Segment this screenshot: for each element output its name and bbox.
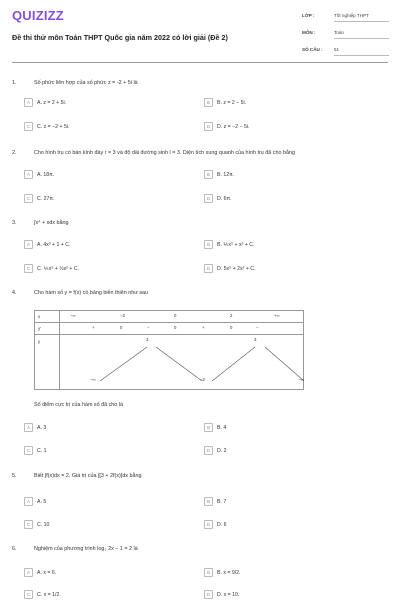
meta-box [302, 13, 389, 64]
vt-y-min: −2 [200, 377, 205, 382]
vt-arrows [62, 337, 312, 389]
option-b[interactable] [204, 423, 226, 432]
option-b[interactable] [204, 240, 254, 249]
vt-sign: 0 [174, 325, 177, 330]
option-text: B. 4 [217, 424, 227, 431]
question-text: Cho hàm số y = f(x) có bảng biến thiên như sau [34, 290, 149, 296]
option-letter: B [204, 423, 213, 432]
option-letter: B [204, 568, 213, 577]
option-c[interactable] [24, 122, 69, 131]
option-d[interactable] [204, 590, 239, 599]
option-text: A. 3 [37, 424, 47, 431]
option-c[interactable] [24, 194, 54, 203]
option-text: D. x = 10. [217, 591, 240, 598]
question-number: 3. [12, 220, 17, 226]
vt-x-pos-inf: +∞ [274, 313, 280, 318]
option-a[interactable] [24, 423, 46, 432]
meta-row-subject [302, 30, 389, 47]
question-text: Nghiệm của phương trình log₃ 2x − 1 = 2 là [34, 546, 138, 552]
question-number: 6. [12, 546, 17, 552]
option-a[interactable] [24, 98, 66, 107]
option-text: A. 5 [37, 498, 47, 505]
header-divider [12, 62, 388, 63]
question-number: 4. [12, 290, 17, 296]
meta-value: Toán [334, 30, 389, 39]
option-d[interactable] [204, 122, 249, 131]
option-letter: A [24, 423, 33, 432]
option-letter: D [204, 446, 213, 455]
option-letter: C [24, 520, 33, 529]
option-text: D. 5x⁵ + 2x² + C. [217, 265, 256, 272]
vt-sign: − [256, 325, 259, 330]
vt-y-max: 3 [254, 337, 257, 342]
option-letter: C [24, 590, 33, 599]
option-text: A. x = 6. [37, 569, 57, 576]
option-letter: D [204, 194, 213, 203]
option-text: C. z = −2 + 5i. [37, 123, 70, 130]
vt-x-label: x [35, 311, 60, 323]
option-letter: B [204, 98, 213, 107]
option-text: B. z = 2 − 5i. [217, 99, 247, 106]
option-b[interactable] [204, 170, 234, 179]
vt-y-max: 3 [146, 337, 149, 342]
option-a[interactable] [24, 568, 56, 577]
question-number: 1. [12, 80, 17, 86]
option-letter: A [24, 170, 33, 179]
vt-x-0: 0 [174, 313, 177, 318]
option-letter: B [204, 497, 213, 506]
vt-x-values [60, 311, 304, 323]
option-c[interactable] [24, 446, 47, 455]
option-text: A. z = 2 + 5i. [37, 99, 67, 106]
option-letter: C [24, 264, 33, 273]
vt-sign: + [92, 325, 95, 330]
option-text: A. 18π. [37, 171, 55, 178]
option-letter: D [204, 122, 213, 131]
vt-y-min: −∞ [298, 377, 304, 382]
option-letter: B [204, 240, 213, 249]
option-b[interactable] [204, 568, 241, 577]
meta-label: LỚP : [302, 13, 315, 18]
page-title: Đề thi thử môn Toán THPT Quốc gia năm 2022 có lời giải (Đề 2) [12, 33, 228, 42]
option-letter: D [204, 264, 213, 273]
option-text: C. 27π. [37, 195, 55, 202]
vt-y-graph [60, 335, 304, 390]
option-d[interactable] [204, 520, 227, 529]
vt-x-2: 2 [230, 313, 233, 318]
meta-label: MÔN : [302, 30, 316, 35]
option-letter: A [24, 240, 33, 249]
option-text: D. 6π. [217, 195, 232, 202]
option-c[interactable] [24, 520, 49, 529]
option-text: C. x = 1/2. [37, 591, 61, 598]
option-a[interactable] [24, 497, 46, 506]
option-text: C. ⅕x⁵ + ½x² + C. [37, 265, 80, 272]
question-subtext: Số điểm cực trị của hàm số đã cho là [34, 402, 124, 408]
vt-yprime-values [60, 323, 304, 335]
option-letter: B [204, 170, 213, 179]
vt-y-label: y [35, 335, 60, 390]
question-text: ∫x⁴ + xdx bằng [34, 220, 69, 226]
option-letter: A [24, 497, 33, 506]
option-text: B. 7 [217, 498, 227, 505]
question-number: 2. [12, 150, 17, 156]
option-b[interactable] [204, 497, 226, 506]
option-letter: A [24, 98, 33, 107]
option-text: C. 1 [37, 447, 47, 454]
question-text: Cho hình trụ có bán kính đáy r = 3 và độ dài đường sinh l = 3. Diện tích xung quanh của hình trụ đã cho bằng [34, 150, 295, 156]
option-c[interactable] [24, 590, 61, 599]
vt-sign: 0 [230, 325, 233, 330]
vt-yprime-label: y' [35, 323, 60, 335]
option-letter: C [24, 122, 33, 131]
option-text: D. z = −2 − 5i. [217, 123, 250, 130]
meta-value: 51 [334, 47, 389, 56]
option-a[interactable] [24, 240, 70, 249]
vt-sign: + [202, 325, 205, 330]
option-text: B. ⅕x⁵ + x² + C. [217, 241, 255, 248]
variation-table [34, 310, 304, 390]
meta-label: SỐ CÂU : [302, 47, 323, 52]
question-text: Số phức liên hợp của số phức z = -2 + 5i là [34, 80, 138, 86]
quizizz-logo: QUIZIZZ [12, 8, 64, 23]
option-text: B. x = 9/2. [217, 569, 241, 576]
option-letter: D [204, 520, 213, 529]
option-b[interactable] [204, 98, 246, 107]
option-c[interactable] [24, 264, 79, 273]
option-text: D. 2 [217, 447, 227, 454]
vt-sign: 0 [120, 325, 123, 330]
question-text: Biết ∫f(x)dx = 2. Giá trị của ∫[3 + 2f(x)]dx bằng [34, 473, 142, 479]
meta-value: Tốt nghiệp THPT [334, 13, 389, 22]
option-letter: C [24, 446, 33, 455]
option-letter: A [24, 568, 33, 577]
vt-x-minus2: −2 [120, 313, 125, 318]
question-number: 5. [12, 473, 17, 479]
option-text: C. 10 [37, 521, 50, 528]
option-letter: D [204, 590, 213, 599]
vt-sign: − [147, 325, 150, 330]
option-text: D. 6 [217, 521, 227, 528]
option-letter: C [24, 194, 33, 203]
option-text: B. 12π. [217, 171, 235, 178]
vt-y-min: −∞ [90, 377, 96, 382]
option-d[interactable] [204, 264, 255, 273]
option-d[interactable] [204, 446, 227, 455]
vt-x-neg-inf: −∞ [70, 313, 76, 318]
option-d[interactable] [204, 194, 232, 203]
option-a[interactable] [24, 170, 54, 179]
meta-row-class [302, 13, 389, 30]
option-text: A. 4x³ + 1 + C. [37, 241, 71, 248]
